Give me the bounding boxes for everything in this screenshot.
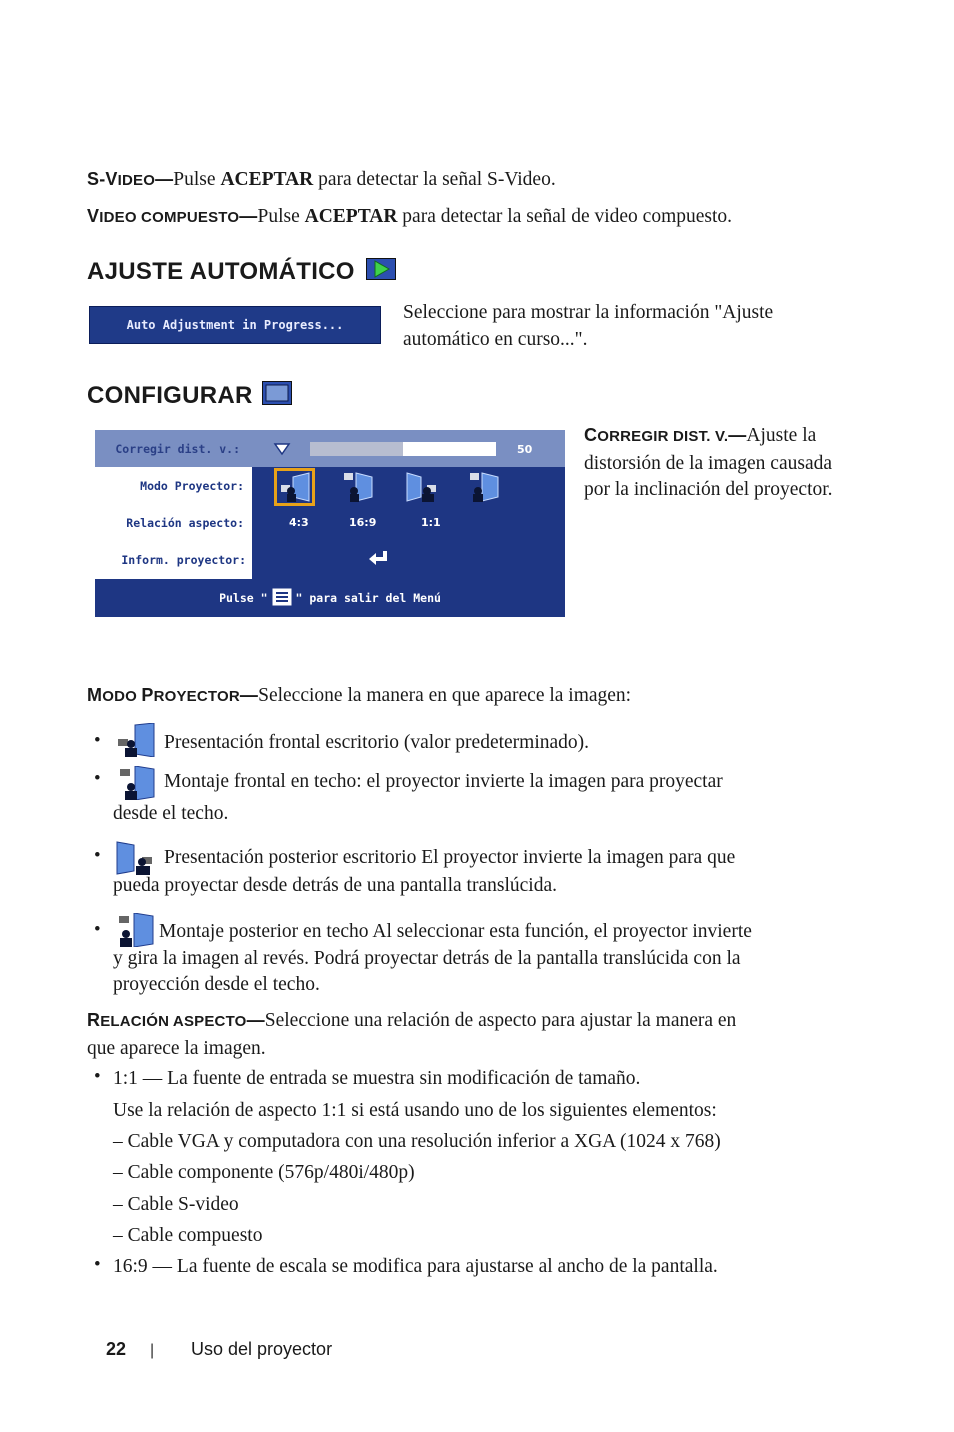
aspect-sub-item: – Cable VGA y computadora con una resolución inferior a XGA (1024 x 768) xyxy=(113,1131,721,1152)
modo-proyector-paragraph: MODO PROYECTOR—Seleccione la manera en que aparece la imagen: xyxy=(87,685,632,706)
keystone-value: 50 xyxy=(517,443,533,456)
front-desktop-icon xyxy=(115,723,155,762)
rear-desktop-mode-icon[interactable] xyxy=(405,471,437,503)
mode-item-front-desktop: Presentación frontal escritorio (valor predeterminado). xyxy=(164,732,590,753)
aspect-16-9-item: 16:9 — La fuente de escala se modifica para ajustarse al ancho de la pantalla. xyxy=(113,1256,718,1277)
osd-label-aspect-ratio: Relación aspecto: xyxy=(126,516,244,530)
video-compuesto-paragraph: VIDEO COMPUESTO—Pulse ACEPTAR para detectar la señal de video compuesto. xyxy=(87,206,733,227)
monitor-setup-icon xyxy=(262,381,292,412)
aspect-sub-item: – Cable componente (576p/480i/480p) xyxy=(113,1162,415,1183)
osd-label-keystone: Corregir dist. v.: xyxy=(115,442,240,456)
corregir-paragraph: CORREGIR DIST. V.—Ajuste la distorsión de la imagen causada por la inclinación del proyector. xyxy=(584,425,833,500)
footer-separator: | xyxy=(150,1342,155,1359)
bullet-dot: • xyxy=(94,919,101,940)
mode-item-rear-desktop: Presentación posterior escritorio El proyector invierte la imagen para que xyxy=(164,847,736,868)
front-ceiling-mode-icon[interactable] xyxy=(342,471,374,503)
footer-section-title: Uso del proyector xyxy=(191,1339,333,1359)
setup-osd-menu xyxy=(95,430,565,617)
svideo-paragraph: S-VIDEO—Pulse ACEPTAR para detectar la señal S-Video. xyxy=(87,169,556,190)
bullet-dot: • xyxy=(94,730,101,751)
mode-item-rear-desktop-cont: pueda proyectar desde detrás de una pantalla translúcida. xyxy=(113,875,557,896)
video-compuesto-heading: VIDEO COMPUESTO— xyxy=(87,206,258,226)
osd-footer xyxy=(95,579,565,617)
relacion-aspecto-line2: que aparece la imagen. xyxy=(87,1038,266,1059)
mode-item-rear-ceiling: Montaje posterior en techo Al seleccionar esta función, el proyector invierte xyxy=(159,921,752,942)
auto-adjustment-text: Auto Adjustment in Progress... xyxy=(126,318,344,332)
page-number: 22 xyxy=(106,1339,127,1359)
mode-item-rear-ceiling-cont2: proyección desde el techo. xyxy=(113,974,320,995)
svideo-heading: S-VIDEO— xyxy=(87,169,174,189)
menu-button-icon xyxy=(272,588,292,609)
ajuste-description: Seleccione para mostrar la información "Ajuste automático en curso...". xyxy=(403,302,774,350)
aspect-1-1-item: 1:1 — La fuente de entrada se muestra sin modificación de tamaño. xyxy=(113,1068,641,1089)
corregir-heading: CORREGIR DIST. V.— xyxy=(584,425,747,445)
play-arrow-icon xyxy=(366,258,396,287)
slider-pointer-icon xyxy=(273,442,291,461)
bullet-dot: • xyxy=(94,768,101,789)
bullet-dot: • xyxy=(94,845,101,866)
aspect-sub-item: – Cable compuesto xyxy=(113,1225,263,1246)
mode-item-rear-ceiling-cont1: y gira la imagen al revés. Podrá proyectar detrás de la pantalla translúcida con la xyxy=(113,948,741,969)
aspect-option-16-9[interactable]: 16:9 xyxy=(349,516,377,529)
aspect-sub-item: – Cable S-video xyxy=(113,1194,239,1215)
modo-proyector-heading: MODO PROYECTOR— xyxy=(87,685,259,705)
relacion-aspecto-paragraph: RELACIÓN ASPECTO—Seleccione una relación de aspecto para ajustar la manera en xyxy=(87,1010,737,1031)
bullet-dot: • xyxy=(94,1066,101,1087)
aspect-option-1-1[interactable]: 1:1 xyxy=(421,516,441,529)
rear-ceiling-mode-icon[interactable] xyxy=(468,471,500,503)
osd-footer-pre: Pulse " xyxy=(219,591,268,605)
bullet-dot: • xyxy=(94,1254,101,1275)
osd-label-projector-mode: Modo Proyector: xyxy=(140,479,244,493)
keystone-slider-fill xyxy=(310,442,403,456)
relacion-aspecto-heading: RELACIÓN ASPECTO— xyxy=(87,1010,265,1030)
configurar-heading: CONFIGURAR xyxy=(87,381,292,412)
ajuste-automatico-heading: AJUSTE AUTOMÁTICO xyxy=(87,258,396,287)
osd-label-projector-info: Inform. proyector: xyxy=(121,553,246,567)
osd-footer-post: " para salir del Menú xyxy=(295,591,441,605)
aspect-option-4-3[interactable]: 4:3 xyxy=(289,516,309,529)
aspect-1-1-note: Use la relación de aspecto 1:1 si está usando uno de los siguientes elementos: xyxy=(113,1100,717,1121)
keystone-slider[interactable] xyxy=(310,442,496,456)
mode-item-front-ceiling-cont: desde el techo. xyxy=(113,803,229,824)
front-desktop-mode-icon[interactable] xyxy=(279,471,311,503)
return-enter-icon[interactable] xyxy=(367,549,389,572)
auto-adjustment-progress-bar xyxy=(89,306,381,344)
mode-item-front-ceiling: Montaje frontal en techo: el proyector invierte la imagen para proyectar xyxy=(164,771,723,792)
